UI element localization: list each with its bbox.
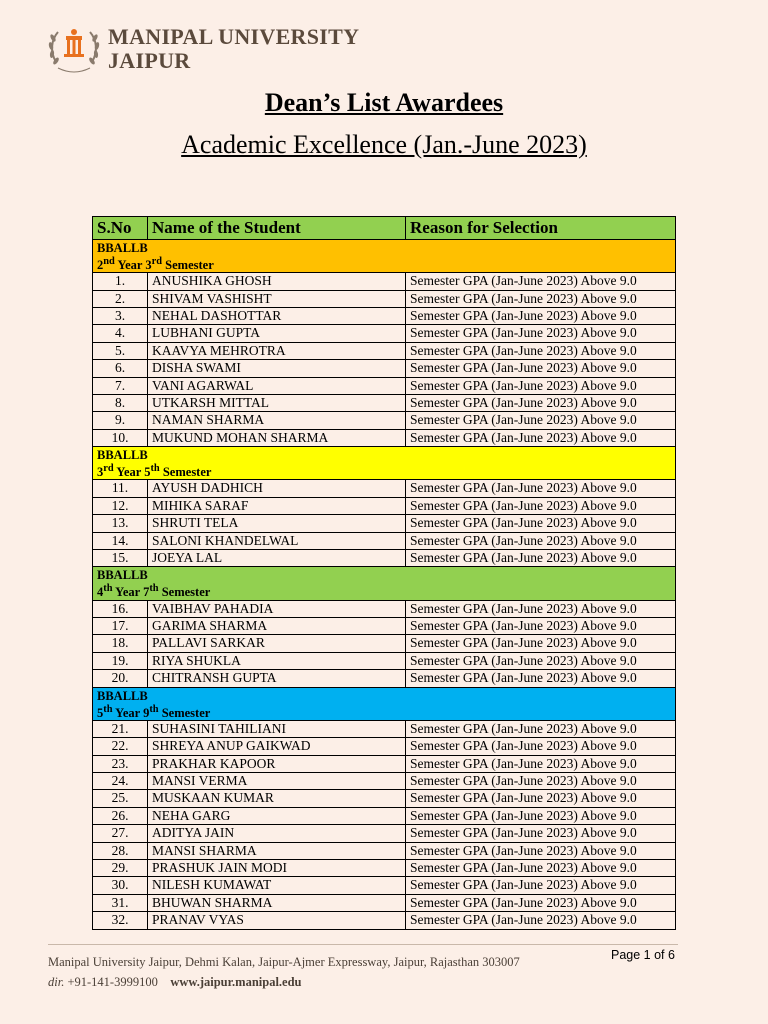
semester-number: 3: [145, 258, 152, 273]
table-row: [93, 429, 676, 446]
year-word: Year: [113, 465, 145, 480]
footer-contact: [48, 975, 302, 990]
cell-reason: Semester GPA (Jan-June 2023) Above 9.0: [406, 377, 676, 394]
cell-sno: 7.: [93, 377, 148, 394]
cell-student-name: ADITYA JAIN: [148, 825, 406, 842]
table-header-row: [93, 217, 676, 240]
cell-reason: Semester GPA (Jan-June 2023) Above 9.0: [406, 273, 676, 290]
group-header-cell: [93, 447, 676, 480]
cell-sno: 23.: [93, 755, 148, 772]
table-row: [93, 842, 676, 859]
cell-sno: 2.: [93, 290, 148, 307]
table-row: [93, 307, 676, 324]
cell-student-name: UTKARSH MITTAL: [148, 395, 406, 412]
table-row: [93, 377, 676, 394]
table-row: [93, 877, 676, 894]
cell-reason: Semester GPA (Jan-June 2023) Above 9.0: [406, 342, 676, 359]
cell-sno: 25.: [93, 790, 148, 807]
university-logo-icon: [46, 22, 102, 82]
table-row: [93, 515, 676, 532]
table-row: [93, 772, 676, 789]
semester-suffix: rd: [151, 256, 163, 267]
cell-sno: 10.: [93, 429, 148, 446]
cell-student-name: VAIBHAV PAHADIA: [148, 600, 406, 617]
cell-reason: Semester GPA (Jan-June 2023) Above 9.0: [406, 532, 676, 549]
table-row: [93, 412, 676, 429]
cell-reason: Semester GPA (Jan-June 2023) Above 9.0: [406, 790, 676, 807]
group-program: BBALLB: [97, 688, 148, 703]
cell-sno: 8.: [93, 395, 148, 412]
page-number: Page 1 of 6: [611, 948, 675, 962]
cell-student-name: RIYA SHUKLA: [148, 652, 406, 669]
table-row: [93, 652, 676, 669]
year-number: 3: [97, 465, 104, 480]
table-row: [93, 720, 676, 737]
cell-reason: Semester GPA (Jan-June 2023) Above 9.0: [406, 912, 676, 929]
year-suffix: th: [103, 703, 113, 715]
semester-number: 7: [143, 585, 150, 600]
group-program: BBALLB: [97, 568, 148, 583]
group-year-semester: [97, 703, 671, 720]
cell-student-name: MUSKAAN KUMAR: [148, 790, 406, 807]
cell-sno: 19.: [93, 652, 148, 669]
cell-sno: 21.: [93, 720, 148, 737]
cell-sno: 22.: [93, 738, 148, 755]
cell-student-name: SHREYA ANUP GAIKWAD: [148, 738, 406, 755]
cell-student-name: PALLAVI SARKAR: [148, 635, 406, 652]
year-suffix: nd: [103, 256, 115, 267]
cell-student-name: MIHIKA SARAF: [148, 497, 406, 514]
cell-reason: Semester GPA (Jan-June 2023) Above 9.0: [406, 635, 676, 652]
brand-line-1: MANIPAL UNIVERSITY: [108, 24, 360, 49]
cell-sno: 30.: [93, 877, 148, 894]
cell-sno: 15.: [93, 550, 148, 567]
semester-word: Semester: [158, 705, 211, 720]
cell-reason: Semester GPA (Jan-June 2023) Above 9.0: [406, 670, 676, 687]
cell-sno: 6.: [93, 360, 148, 377]
cell-sno: 31.: [93, 894, 148, 911]
cell-reason: Semester GPA (Jan-June 2023) Above 9.0: [406, 842, 676, 859]
group-year-semester: [97, 255, 671, 272]
semester-number: 9: [143, 705, 150, 720]
cell-student-name: LUBHANI GUPTA: [148, 325, 406, 342]
cell-reason: Semester GPA (Jan-June 2023) Above 9.0: [406, 807, 676, 824]
cell-student-name: NEHAL DASHOTTAR: [148, 307, 406, 324]
cell-reason: Semester GPA (Jan-June 2023) Above 9.0: [406, 600, 676, 617]
cell-sno: 1.: [93, 273, 148, 290]
table-row: [93, 395, 676, 412]
cell-reason: Semester GPA (Jan-June 2023) Above 9.0: [406, 652, 676, 669]
year-word: Year: [114, 258, 146, 273]
university-header: [46, 22, 376, 84]
cell-student-name: CHITRANSH GUPTA: [148, 670, 406, 687]
cell-reason: Semester GPA (Jan-June 2023) Above 9.0: [406, 877, 676, 894]
table-row: [93, 497, 676, 514]
cell-student-name: ANUSHIKA GHOSH: [148, 273, 406, 290]
cell-reason: Semester GPA (Jan-June 2023) Above 9.0: [406, 412, 676, 429]
footer-website[interactable]: www.jaipur.manipal.edu: [170, 975, 302, 989]
cell-sno: 26.: [93, 807, 148, 824]
cell-reason: Semester GPA (Jan-June 2023) Above 9.0: [406, 290, 676, 307]
group-row: [93, 447, 676, 480]
footer-divider: [48, 944, 678, 945]
semester-word: Semester: [159, 465, 212, 480]
cell-reason: Semester GPA (Jan-June 2023) Above 9.0: [406, 307, 676, 324]
table-row: [93, 532, 676, 549]
cell-student-name: SHIVAM VASHISHT: [148, 290, 406, 307]
semester-suffix: th: [150, 463, 160, 475]
group-header-cell: [93, 567, 676, 600]
table-row: [93, 807, 676, 824]
group-row: [93, 240, 676, 273]
semester-word: Semester: [162, 258, 214, 273]
table-row: [93, 860, 676, 877]
cell-sno: 12.: [93, 497, 148, 514]
table-row: [93, 342, 676, 359]
year-number: 2: [97, 258, 104, 273]
cell-student-name: MUKUND MOHAN SHARMA: [148, 429, 406, 446]
cell-sno: 9.: [93, 412, 148, 429]
table-row: [93, 325, 676, 342]
year-suffix: rd: [103, 463, 114, 475]
cell-reason: Semester GPA (Jan-June 2023) Above 9.0: [406, 720, 676, 737]
year-number: 5: [97, 705, 104, 720]
table-row: [93, 912, 676, 929]
page-title: Dean’s List Awardees: [264, 88, 504, 117]
year-word: Year: [112, 585, 144, 600]
cell-reason: Semester GPA (Jan-June 2023) Above 9.0: [406, 480, 676, 497]
semester-word: Semester: [158, 585, 211, 600]
table-row: [93, 738, 676, 755]
cell-sno: 11.: [93, 480, 148, 497]
cell-reason: Semester GPA (Jan-June 2023) Above 9.0: [406, 515, 676, 532]
semester-number: 5: [144, 465, 151, 480]
cell-student-name: AYUSH DADHICH: [148, 480, 406, 497]
year-number: 4: [97, 585, 104, 600]
table-row: [93, 617, 676, 634]
semester-suffix: th: [149, 583, 159, 595]
year-word: Year: [112, 705, 144, 720]
deans-list-table: [92, 216, 676, 930]
table-row: [93, 550, 676, 567]
group-program: BBALLB: [97, 448, 148, 463]
group-year-semester: [97, 462, 671, 479]
cell-student-name: SALONI KHANDELWAL: [148, 532, 406, 549]
footer-dir-label: dir.: [48, 975, 65, 989]
table-row: [93, 635, 676, 652]
table-row: [93, 360, 676, 377]
cell-sno: 20.: [93, 670, 148, 687]
cell-sno: 14.: [93, 532, 148, 549]
cell-student-name: PRAKHAR KAPOOR: [148, 755, 406, 772]
table-row: [93, 290, 676, 307]
cell-reason: Semester GPA (Jan-June 2023) Above 9.0: [406, 550, 676, 567]
group-header-cell: [93, 240, 676, 273]
header-reason: Reason for Selection: [406, 217, 676, 240]
footer-phone: +91-141-3999100: [67, 975, 158, 989]
cell-student-name: SUHASINI TAHILIANI: [148, 720, 406, 737]
cell-reason: Semester GPA (Jan-June 2023) Above 9.0: [406, 395, 676, 412]
cell-sno: 29.: [93, 860, 148, 877]
group-row: [93, 687, 676, 720]
table-row: [93, 825, 676, 842]
page-subtitle: Academic Excellence (Jan.-June 2023): [181, 130, 587, 159]
cell-reason: Semester GPA (Jan-June 2023) Above 9.0: [406, 360, 676, 377]
table-row: [93, 755, 676, 772]
table-row: [93, 670, 676, 687]
cell-sno: 17.: [93, 617, 148, 634]
cell-sno: 5.: [93, 342, 148, 359]
cell-student-name: MANSI VERMA: [148, 772, 406, 789]
cell-student-name: NILESH KUMAWAT: [148, 877, 406, 894]
cell-reason: Semester GPA (Jan-June 2023) Above 9.0: [406, 497, 676, 514]
cell-student-name: NAMAN SHARMA: [148, 412, 406, 429]
cell-reason: Semester GPA (Jan-June 2023) Above 9.0: [406, 429, 676, 446]
cell-student-name: KAAVYA MEHROTRA: [148, 342, 406, 359]
cell-reason: Semester GPA (Jan-June 2023) Above 9.0: [406, 825, 676, 842]
group-row: [93, 567, 676, 600]
table-body: [93, 240, 676, 930]
table-row: [93, 480, 676, 497]
cell-sno: 3.: [93, 307, 148, 324]
cell-student-name: PRANAV VYAS: [148, 912, 406, 929]
header-name: Name of the Student: [148, 217, 406, 240]
cell-student-name: MANSI SHARMA: [148, 842, 406, 859]
group-program: BBALLB: [97, 241, 148, 255]
cell-student-name: VANI AGARWAL: [148, 377, 406, 394]
cell-sno: 4.: [93, 325, 148, 342]
table-row: [93, 273, 676, 290]
table-row: [93, 600, 676, 617]
cell-sno: 16.: [93, 600, 148, 617]
cell-student-name: JOEYA LAL: [148, 550, 406, 567]
group-header-cell: [93, 687, 676, 720]
cell-student-name: BHUWAN SHARMA: [148, 894, 406, 911]
group-year-semester: [97, 582, 671, 599]
cell-student-name: PRASHUK JAIN MODI: [148, 860, 406, 877]
cell-reason: Semester GPA (Jan-June 2023) Above 9.0: [406, 860, 676, 877]
semester-suffix: th: [149, 703, 159, 715]
cell-student-name: SHRUTI TELA: [148, 515, 406, 532]
cell-sno: 18.: [93, 635, 148, 652]
cell-reason: Semester GPA (Jan-June 2023) Above 9.0: [406, 325, 676, 342]
cell-reason: Semester GPA (Jan-June 2023) Above 9.0: [406, 755, 676, 772]
cell-sno: 32.: [93, 912, 148, 929]
cell-student-name: GARIMA SHARMA: [148, 617, 406, 634]
cell-sno: 13.: [93, 515, 148, 532]
brand-line-2: JAIPUR: [108, 48, 191, 73]
cell-reason: Semester GPA (Jan-June 2023) Above 9.0: [406, 738, 676, 755]
cell-sno: 27.: [93, 825, 148, 842]
table-row: [93, 790, 676, 807]
year-suffix: th: [103, 583, 113, 595]
footer-address: Manipal University Jaipur, Dehmi Kalan, Jaipur-Ajmer Expressway, Jaipur, Rajasthan 303007: [48, 955, 520, 969]
cell-reason: Semester GPA (Jan-June 2023) Above 9.0: [406, 894, 676, 911]
cell-sno: 24.: [93, 772, 148, 789]
cell-student-name: DISHA SWAMI: [148, 360, 406, 377]
header-sno: S.No: [93, 217, 148, 240]
table-row: [93, 894, 676, 911]
cell-reason: Semester GPA (Jan-June 2023) Above 9.0: [406, 772, 676, 789]
cell-student-name: NEHA GARG: [148, 807, 406, 824]
cell-sno: 28.: [93, 842, 148, 859]
cell-reason: Semester GPA (Jan-June 2023) Above 9.0: [406, 617, 676, 634]
